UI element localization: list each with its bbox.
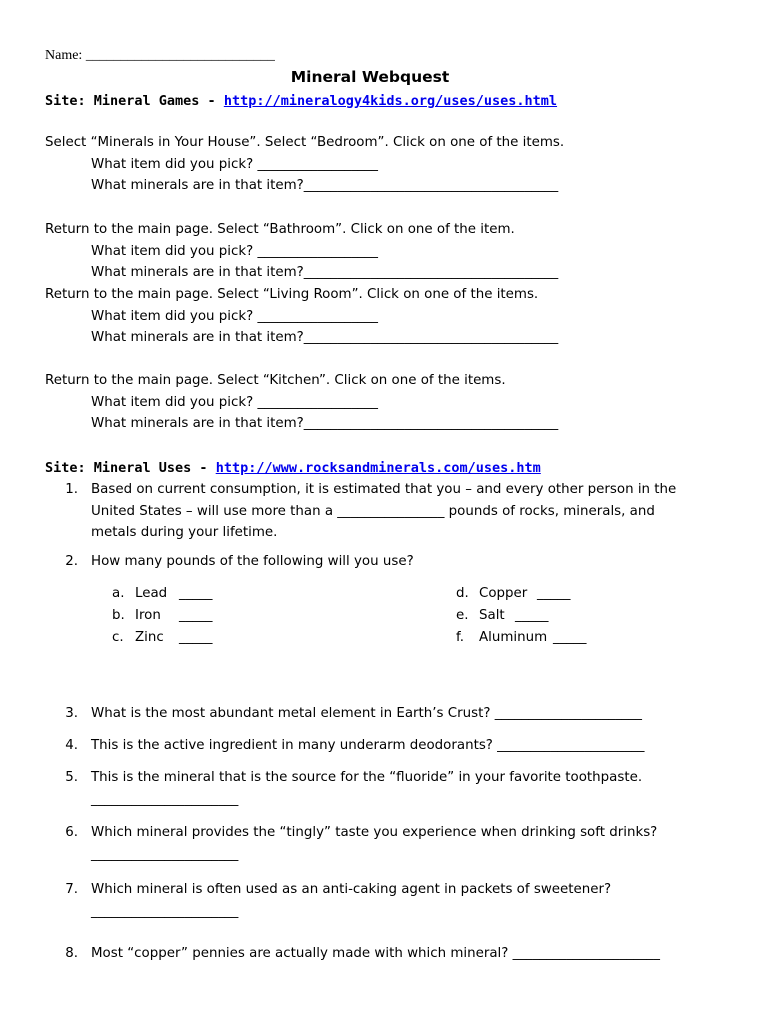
- site-mineral-games: [45, 93, 557, 109]
- list-item-salt: [456, 608, 548, 623]
- name-field-line: Name: ___________________________: [45, 48, 275, 63]
- instruction-kitchen: Return to the main page. Select “Kitchen”. Click on one of the items.: [45, 373, 506, 388]
- question-1-line-1: Based on current consumption, it is estimated that you – and every other person in the: [91, 482, 677, 497]
- item-blank: _____: [553, 630, 587, 645]
- item-name: Zinc: [135, 630, 164, 645]
- question-number: 8.: [65, 946, 78, 961]
- item-question: What item did you pick? __________________: [91, 244, 379, 259]
- list-item-lead: [112, 586, 212, 601]
- question-1-line-3: metals during your lifetime.: [91, 525, 278, 540]
- question-8-text: Most “copper” pennies are actually made with which mineral? ______________________: [91, 946, 660, 961]
- mineralogy4kids-link[interactable]: http://mineralogy4kids.org/uses/uses.html: [223, 93, 558, 109]
- item-letter: c.: [112, 630, 124, 645]
- question-2-text: How many pounds of the following will you use?: [91, 554, 414, 569]
- question-7-text: Which mineral is often used as an anti-caking agent in packets of sweetener?: [91, 882, 612, 897]
- item-blank: _____: [179, 630, 213, 645]
- item-question: What item did you pick? __________________: [91, 395, 379, 410]
- item-blank: _____: [515, 608, 549, 623]
- instruction-living-room: Return to the main page. Select “Living Room”. Click on one of the items.: [45, 287, 539, 302]
- question-number: 4.: [65, 738, 78, 753]
- list-item-aluminum: [456, 630, 586, 645]
- item-letter: b.: [112, 608, 125, 623]
- answer-blank: ______________________: [91, 847, 239, 862]
- site-label: Site: Mineral Games -: [45, 93, 224, 109]
- list-item-copper: [456, 586, 570, 601]
- question-4-text: This is the active ingredient in many underarm deodorants? ______________________: [91, 738, 645, 753]
- question-1-line-2: United States – will use more than a ________________ pounds of rocks, minerals, and: [91, 504, 655, 519]
- item-name: Lead: [135, 586, 168, 601]
- question-5-text: This is the mineral that is the source for the “fluoride” in your favorite toothpaste.: [91, 770, 643, 785]
- item-letter: f.: [456, 630, 464, 645]
- minerals-question: What minerals are in that item?______________________________________: [91, 265, 559, 280]
- item-name: Salt: [479, 608, 505, 623]
- minerals-question: What minerals are in that item?______________________________________: [91, 416, 559, 431]
- rocksandminerals-link[interactable]: http://www.rocksandminerals.com/uses.htm: [215, 460, 541, 476]
- item-blank: _____: [537, 586, 571, 601]
- question-number: 1.: [65, 482, 78, 497]
- question-number: 6.: [65, 825, 78, 840]
- answer-blank: ______________________: [91, 904, 239, 919]
- minerals-question: What minerals are in that item?______________________________________: [91, 178, 559, 193]
- page-title: Mineral Webquest: [290, 68, 450, 86]
- question-3-text: What is the most abundant metal element in Earth’s Crust? ______________________: [91, 706, 643, 721]
- instruction-bathroom: Return to the main page. Select “Bathroom”. Click on one of the item.: [45, 222, 515, 237]
- item-name: Copper: [479, 586, 528, 601]
- item-name: Aluminum: [479, 630, 548, 645]
- list-item-iron: [112, 608, 212, 623]
- question-number: 2.: [65, 554, 78, 569]
- item-letter: d.: [456, 586, 469, 601]
- item-question: What item did you pick? __________________: [91, 309, 379, 324]
- question-6-text: Which mineral provides the “tingly” taste you experience when drinking soft drinks?: [91, 825, 658, 840]
- item-question: What item did you pick? __________________: [91, 157, 379, 172]
- site-label: Site: Mineral Uses -: [45, 460, 216, 476]
- item-name: Iron: [135, 608, 161, 623]
- question-number: 3.: [65, 706, 78, 721]
- item-letter: a.: [112, 586, 125, 601]
- item-letter: e.: [456, 608, 469, 623]
- question-number: 5.: [65, 770, 78, 785]
- item-blank: _____: [179, 586, 213, 601]
- instruction-bedroom: Select “Minerals in Your House”. Select “Bedroom”. Click on one of the items.: [45, 135, 565, 150]
- question-number: 7.: [65, 882, 78, 897]
- minerals-question: What minerals are in that item?______________________________________: [91, 330, 559, 345]
- answer-blank: ______________________: [91, 792, 239, 807]
- item-blank: _____: [179, 608, 213, 623]
- list-item-zinc: [112, 630, 212, 645]
- site-mineral-uses: [45, 460, 541, 476]
